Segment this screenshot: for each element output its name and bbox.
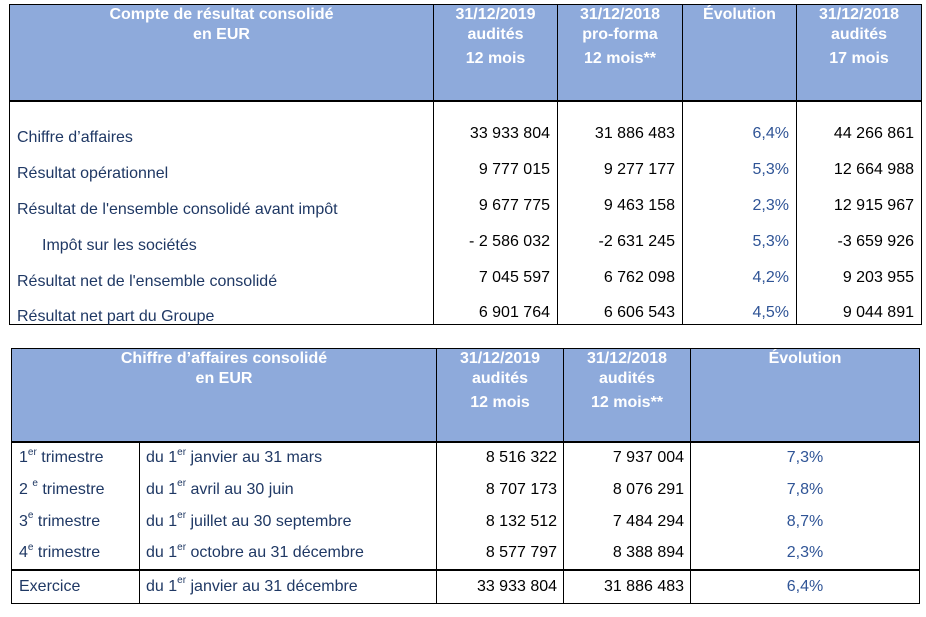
value-2019: 7 045 597 — [434, 253, 558, 289]
header-2018-status: audités — [830, 26, 887, 43]
header-evolution — [683, 5, 797, 101]
value-2018: 12 664 988 — [797, 145, 922, 181]
value-2018: 8 388 894 — [564, 538, 691, 570]
value-2018: 44 266 861 — [797, 101, 922, 145]
header-2018-period: 17 mois — [829, 50, 889, 67]
value-2019: 9 677 775 — [434, 181, 558, 217]
header-evolution-label: Évolution — [768, 350, 842, 367]
evolution-value: 6,4% — [683, 101, 797, 145]
evolution-value: 5,3% — [683, 145, 797, 181]
header-2018pf-period: 12 mois** — [583, 50, 657, 67]
value-2018: 12 915 967 — [797, 181, 922, 217]
quarter-label: 1er trimestre — [19, 446, 104, 466]
header-2019 — [437, 349, 564, 442]
period-label: du 1er janvier au 31 mars — [140, 442, 437, 474]
income-statement-table — [9, 4, 922, 325]
value-2018: -3 659 926 — [797, 217, 922, 253]
table-row — [10, 101, 922, 145]
value-2018: 7 484 294 — [564, 506, 691, 538]
value-2019: 8 516 322 — [437, 442, 564, 474]
value-2018-proforma: 6 606 543 — [558, 289, 683, 325]
value-2018: 7 937 004 — [564, 442, 691, 474]
table-row — [12, 442, 920, 474]
value-2018-proforma: 31 886 483 — [558, 101, 683, 145]
value-2019: 9 777 015 — [434, 145, 558, 181]
header-2019-date: 31/12/2019 — [455, 6, 536, 23]
row-label: Résultat net part du Groupe — [17, 308, 215, 325]
evolution-value: 4,5% — [683, 289, 797, 325]
value-2018: 8 076 291 — [564, 474, 691, 506]
value-2019: 8 577 797 — [437, 538, 564, 570]
value-2018: 9 044 891 — [797, 289, 922, 325]
value-2018-proforma: -2 631 245 — [558, 217, 683, 253]
income-statement-header-row — [10, 5, 922, 101]
period-label: du 1er octobre au 31 décembre — [140, 538, 437, 570]
value-2018: 9 203 955 — [797, 253, 922, 289]
value-2019: 6 901 764 — [434, 289, 558, 325]
value-2019: 8 707 173 — [437, 474, 564, 506]
quarter-label: 3e trimestre — [19, 510, 101, 530]
row-label: Résultat net de l'ensemble consolidé — [17, 272, 278, 290]
header-label — [12, 349, 437, 442]
row-label: Résultat opérationnel — [17, 164, 169, 182]
evolution-value: 8,7% — [691, 506, 920, 538]
period-label: du 1er avril au 30 juin — [140, 474, 437, 506]
table-row — [12, 474, 920, 506]
header-label — [10, 5, 434, 101]
header-2018-date: 31/12/2018 — [818, 6, 900, 23]
header-2019-period: 12 mois — [465, 50, 526, 67]
header-2019-period: 12 mois — [470, 394, 530, 411]
value-2019: 33 933 804 — [434, 101, 558, 145]
header-label-line1: Chiffre d’affaires consolidé — [120, 350, 328, 367]
header-2019-date: 31/12/2019 — [459, 350, 541, 367]
evolution-value: 7,8% — [691, 474, 920, 506]
table-row — [12, 506, 920, 538]
header-label-line1: Compte de résultat consolidé — [109, 6, 334, 23]
table-row — [10, 217, 922, 253]
value-2019: 33 933 804 — [437, 570, 564, 604]
header-2018-status: audités — [599, 370, 656, 387]
revenue-table — [11, 348, 920, 604]
value-2018-proforma: 6 762 098 — [558, 253, 683, 289]
header-2018pf-date: 31/12/2018 — [579, 6, 661, 23]
row-label: Chiffre d’affaires — [17, 128, 133, 146]
table-row — [12, 538, 920, 570]
total-row — [12, 570, 920, 604]
header-2019-status: audités — [472, 370, 529, 387]
quarter-label: 2 $^e$ trimestre — [19, 478, 105, 498]
header-2019-status: audités — [467, 26, 524, 43]
total-label: Exercice — [19, 577, 81, 595]
header-2018pf-status: pro-forma — [582, 26, 658, 43]
header-label-line2: en EUR — [195, 370, 253, 387]
row-label: Impôt sur les sociétés — [42, 236, 197, 254]
value-2018-proforma: 9 463 158 — [558, 181, 683, 217]
value-2019: 8 132 512 — [437, 506, 564, 538]
header-2018-proforma — [558, 5, 683, 101]
evolution-value: 6,4% — [691, 570, 920, 604]
quarter-label: 4e trimestre — [19, 541, 101, 561]
header-2018 — [564, 349, 691, 442]
evolution-value: 2,3% — [683, 181, 797, 217]
header-evolution-label: Évolution — [703, 6, 776, 23]
revenue-header-row — [12, 349, 920, 442]
evolution-value: 2,3% — [691, 538, 920, 570]
period-label: du 1er janvier au 31 décembre — [140, 570, 437, 604]
header-label-line2: en EUR — [193, 26, 250, 43]
evolution-value: 5,3% — [683, 217, 797, 253]
value-2018-proforma: 9 277 177 — [558, 145, 683, 181]
header-2018-date: 31/12/2018 — [586, 350, 668, 367]
header-2018 — [797, 5, 922, 101]
table-row — [10, 145, 922, 181]
header-2018-period: 12 mois** — [590, 394, 664, 411]
value-2019: - 2 586 032 — [434, 217, 558, 253]
evolution-value: 4,2% — [683, 253, 797, 289]
table-row — [10, 253, 922, 289]
row-label: Résultat de l'ensemble consolidé avant impôt — [17, 200, 338, 218]
table-row — [10, 289, 922, 325]
period-label: du 1er juillet au 30 septembre — [140, 506, 437, 538]
value-2018: 31 886 483 — [564, 570, 691, 604]
header-evolution — [691, 349, 920, 442]
table-row — [10, 181, 922, 217]
header-2019 — [434, 5, 558, 101]
evolution-value: 7,3% — [691, 442, 920, 474]
